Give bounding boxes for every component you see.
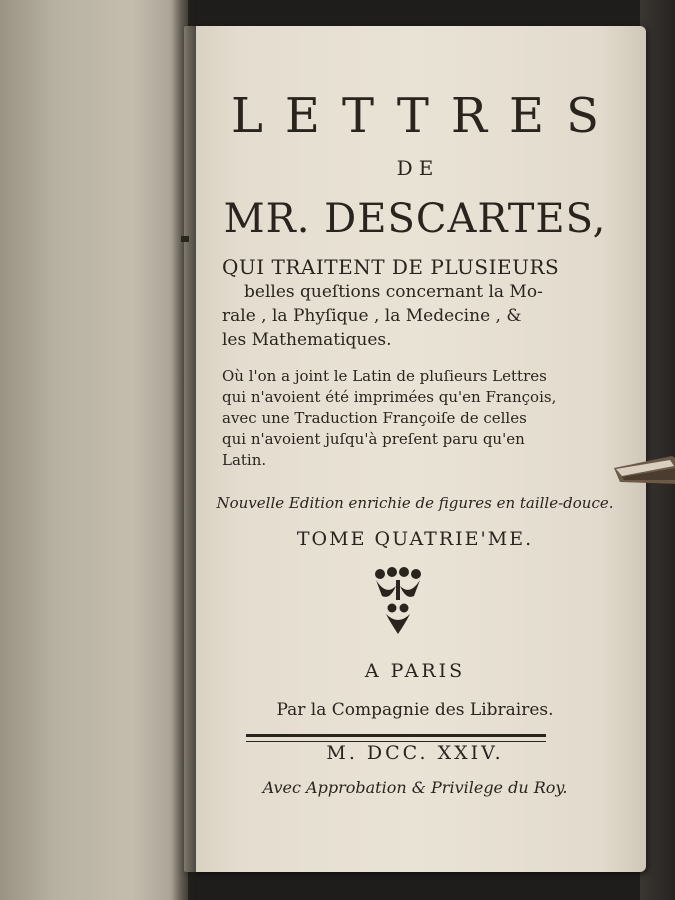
bookmark-tab-icon	[612, 452, 675, 490]
page-mark	[181, 236, 189, 242]
title-lettres: LETTRES	[231, 88, 621, 144]
author-name: MR. DESCARTES,	[223, 196, 607, 242]
tome-label: TOME QUATRIE'ME.	[296, 528, 534, 550]
subtitle-line-3: rale , la Phyſique , la Medecine , &	[222, 306, 522, 326]
facing-left-page	[0, 0, 188, 900]
note-line-4: qui n'avoient juſqu'à preſent paru qu'en	[222, 430, 525, 448]
imprint-rule	[246, 734, 546, 742]
printer-ornament-icon	[370, 566, 426, 636]
note-line-5: Latin.	[222, 451, 267, 469]
imprint-date: M. DCC. XXIV.	[326, 742, 504, 764]
title-de: DE	[396, 156, 440, 180]
note-line-2: qui n'avoient été imprimées qu'en François,	[222, 388, 557, 406]
note-line-1: Où l'on a joint le Latin de pluſieurs Lettres	[222, 367, 547, 385]
note-line-3: avec une Traduction Françoiſe de celles	[222, 409, 527, 427]
subtitle-line-1: QUI TRAITENT DE PLUSIEURS	[222, 255, 560, 279]
subtitle-line-4: les Mathematiques.	[222, 330, 392, 350]
imprint-place: A PARIS	[364, 660, 466, 682]
imprint-publisher: Par la Compagnie des Libraires.	[276, 700, 554, 720]
edition-note: Nouvelle Edition enrichie de figures en taille-douce.	[216, 494, 614, 512]
approbation-line: Avec Approbation & Privilege du Roy.	[262, 778, 568, 797]
subtitle-line-2: belles queſtions concernant la Mo-	[244, 282, 543, 302]
